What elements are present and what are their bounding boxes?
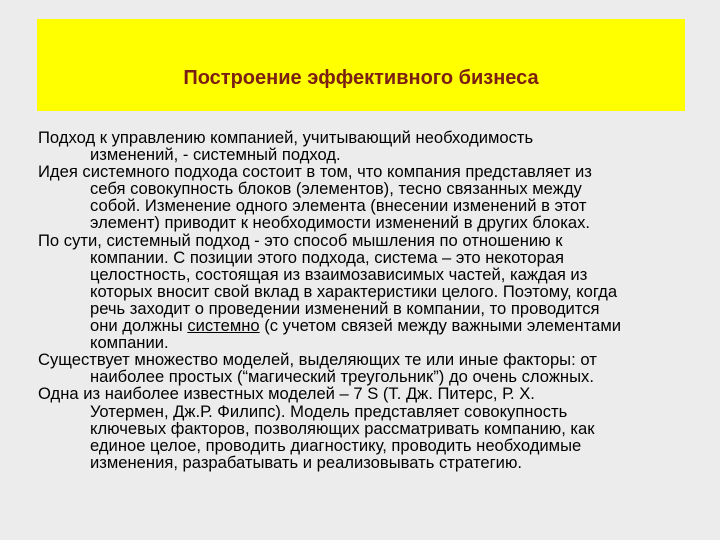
title-banner — [37, 19, 685, 111]
text-line: Идея системного подхода состоит в том, что компания представляет из — [38, 162, 592, 182]
text-line: По сути, системный подход - это способ мышления по отношению к — [38, 230, 563, 250]
text-segment: (с учетом связей между важными элементами — [259, 316, 622, 336]
slide-body — [38, 129, 686, 471]
text-line: речь заходит о проведении изменений в компании, то проводится — [90, 298, 600, 318]
paragraph-3 — [38, 232, 686, 352]
paragraph-1 — [38, 129, 686, 163]
text-line: компании. — [90, 333, 169, 353]
text-line: Одна из наиболее известных моделей – 7 S (Т. Дж. Питерс, Р. Х. — [38, 384, 535, 404]
text-line: собой. Изменение одного элемента (внесении изменений в этот — [90, 196, 587, 216]
underlined-word: системно — [187, 316, 260, 336]
text-line: наиболее простых (“магический треугольник”) до очень сложных. — [90, 367, 594, 387]
text-line: которых вносит свой вклад в характеристики целого. Поэтому, когда — [90, 281, 618, 301]
paragraph-5 — [38, 385, 686, 470]
text-line: изменения, разрабатывать и реализовывать стратегию. — [90, 452, 523, 472]
text-line: компании. С позиции этого подхода, система – это некоторая — [90, 247, 565, 267]
paragraph-2 — [38, 163, 686, 231]
text-line: себя совокупность блоков (элементов), тесно связанных между — [90, 179, 582, 199]
text-line: Уотермен, Дж.Р. Филипс). Модель представляет совокупность — [90, 401, 568, 421]
text-segment: они должны — [90, 316, 188, 336]
text-line: изменений, - системный подход. — [90, 145, 341, 165]
text-line: Существует множество моделей, выделяющих те или иные факторы: от — [38, 350, 597, 370]
paragraph-4 — [38, 351, 686, 385]
text-line: целостность, состоящая из взаимозависимых частей, каждая из — [90, 264, 588, 284]
text-line: ключевых факторов, позволяющих рассматривать компанию, как — [90, 418, 595, 438]
slide-title: Построение эффективного бизнеса — [183, 67, 539, 89]
text-line: элемент) приводит к необходимости изменений в других блоках. — [90, 213, 590, 233]
text-line: единое целое, проводить диагностику, проводить необходимые — [90, 435, 582, 455]
text-line: Подход к управлению компанией, учитывающий необходимость — [38, 128, 534, 147]
